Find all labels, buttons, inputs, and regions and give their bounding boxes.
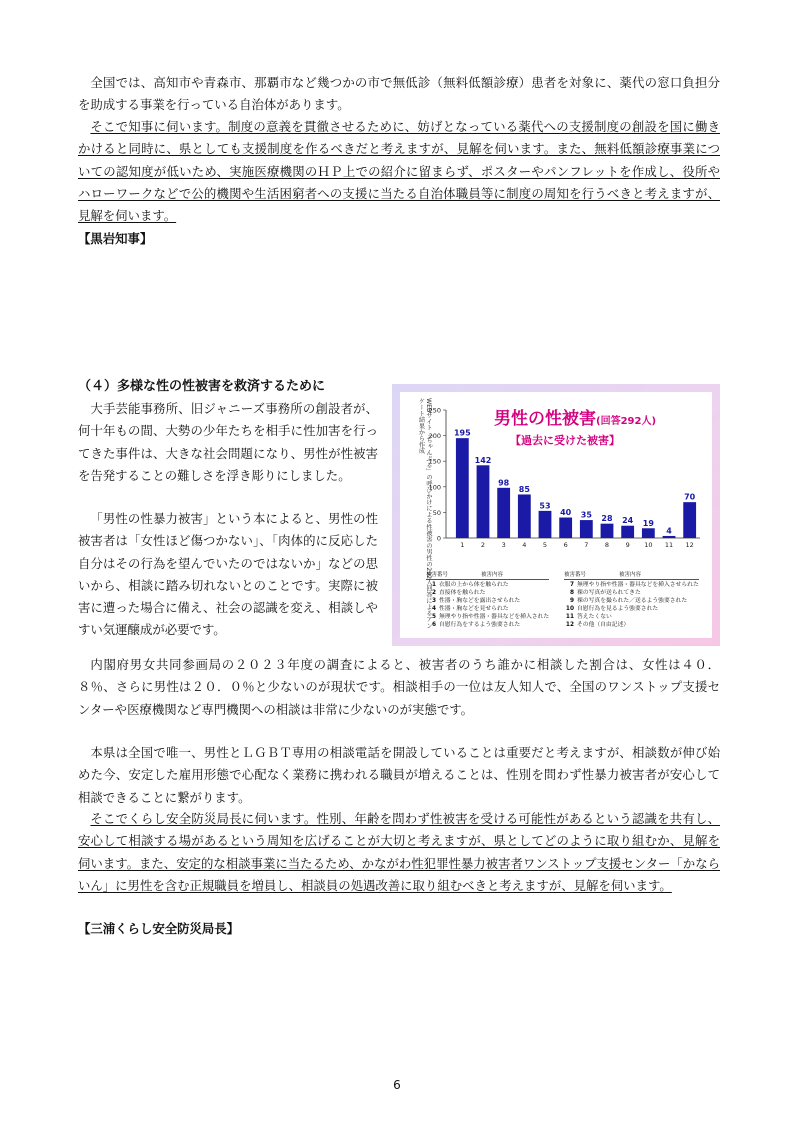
y-tick-label: 50 [432,508,441,517]
legend-item [564,597,699,605]
paragraph-prefecture: 本県は全国で唯一、男性とＬＧＢＴ専用の相談電話を開設していることは重要だと考えますが、相談数が伸び始めた今、安定した雇用形態で心配なく業務に携われる職員が増えることは、性別を問わず性暴力被害者が安心して相談できることに繋がります。 [78,745,720,805]
question-text: そこでくらし安全防災局長に伺います。性別、年齢を問わず性被害を受ける可能性があるという認識を共有し、安心して相談する場があるという周知を広げることが大切と考えますが、県としてどのように取り組むか、見解を伺います。また、安定的な相談事業に当たるため、かながわ性犯罪性暴力被害者ワンストップ支援センター「かならいん」に男性を含む正規職員を増員し、相談員の処遇改善に取り組むべきと考えますが、見解を伺います。 [78,811,720,893]
x-tick-label: 12 [685,541,694,549]
data-label: 85 [518,484,530,494]
legend-item [426,581,549,589]
y-tick-label: 150 [428,457,441,466]
legend-text: 無理やり指や性器・器具などを挿入された [439,614,550,620]
bar [621,526,634,538]
bar [642,528,655,538]
data-label: 142 [474,455,492,465]
chart-panel [400,392,712,638]
legend-item [564,581,699,589]
question-text: そこで知事に伺います。制度の意義を貫徹させるために、妨げとなっている薬代への支援制度の創設を国に働きかけると同時に、県としても支援制度を作るべきだと考えますが、見解を伺います。また、無料低額診療事業についての認知度が低いため、実施医療機関のＨＰ上での紹介に留まらず、ポスターやパンフレットを作成し、役所やハローワークなどで公的機関や生活困窮者への支援に当たる自治体職員等に制度の周知を行うべきと考えますが、見解を伺います。 [78,119,720,224]
data-label: 98 [498,478,510,488]
legend-item [426,605,549,613]
legend-number: 4 [431,606,436,612]
y-tick-label: 100 [428,483,441,492]
legend-item [426,597,549,605]
legend-item [426,589,549,597]
bar [580,520,593,538]
legend-item [426,613,549,621]
legend-item [564,589,699,597]
legend-number: 6 [431,622,436,628]
legend-item [426,621,549,629]
data-label: 35 [580,510,592,520]
legend-number: 3 [431,598,436,604]
legend-text: 裸の写真を撮られた／送るよう強要された [577,598,688,604]
chart-figure [392,384,720,646]
x-tick-label: 3 [501,541,506,549]
bar [518,494,531,538]
x-tick-label: 7 [584,541,589,549]
x-tick-label: 9 [625,541,630,549]
legend-number: 2 [431,590,436,596]
x-tick-label: 10 [644,541,653,549]
data-label: 195 [453,428,471,438]
y-tick-label: 250 [428,406,441,415]
chart-title: 男性の性被害(回答292人) [494,409,657,429]
x-tick-label: 8 [604,541,610,549]
x-tick-label: 6 [563,541,568,549]
legend-text: 性器・胸などを見せられた [439,606,509,612]
chart-subtitle: 【過去に受けた被害】 [510,434,620,447]
question-to-governor [78,116,720,227]
legend-item [564,605,699,613]
x-tick-label: 4 [522,541,527,549]
bar [663,536,676,538]
legend-number: 8 [569,590,574,596]
legend-number: 10 [565,606,574,612]
bar [497,488,510,538]
y-tick-label: 0 [436,534,441,543]
legend-number: 11 [565,614,574,620]
chart-source-note: WEBサイト「ちゃんぷる」の呼びかけによる性被害の男性の292人回答によるアンケート結果から作成 [417,398,432,629]
legend-text: 自慰行為を見るよう強要された [577,606,659,612]
page-number: 6 [393,1078,401,1092]
bar [683,502,696,538]
x-tick-label: 1 [460,541,465,549]
legend-text: その他（自由記述） [577,622,630,628]
section-heading: （４）多様な性の性被害を救済するために [78,379,326,394]
data-label: 28 [601,514,613,524]
bar [539,511,552,538]
legend-text: 無理やり指や性器・器具などを挿入させられた [577,582,699,588]
legend-number: 12 [565,622,574,628]
data-label: 24 [622,516,634,526]
legend-header: 被害番号 被害内容 [426,571,549,580]
data-label: 53 [539,501,551,511]
x-tick-label: 5 [542,541,548,549]
paragraph-background: 大手芸能事務所、旧ジャニーズ事務所の創設者が、何十年もの間、大勢の少年たちを相手に性加害を行ってきた事件は、大きな社会問題になり、男性が性被害を告発することの難しさを浮き彫りにしました。 [78,401,378,483]
legend-number: 7 [569,582,574,588]
y-tick-label: 200 [428,432,441,441]
legend-item [564,613,699,621]
legend-item [564,621,699,629]
paragraph-intro: 全国では、高知市や青森市、那覇市など幾つかの市で無低診（無料低額診療）患者を対象に、薬代の窓口負担分を助成する事業を行っている自治体があります。 [78,75,720,113]
x-tick-label: 11 [664,541,674,549]
bar [456,438,469,538]
legend-number: 5 [431,614,436,620]
data-label: 40 [560,508,572,518]
legend-text: 直接体を触られた [439,590,486,596]
legend-text: 自慰行為をするよう強要された [439,622,521,628]
legend-text: 衣服の上から体を触られた [439,582,509,588]
chart-legend-right [564,571,699,629]
legend-text: 裸の写真が送られてきた [577,590,641,596]
data-label: 70 [684,492,696,502]
legend-text: 性器・胸などを露出させられた [439,598,521,604]
chart-legend-left [426,571,549,629]
bar [601,524,614,538]
paragraph-book: 「男性の性暴力被害」という本によると、男性の性被害者は「女性ほど傷つかない」、「肉体的に反応した自分はその行為を望んでいたのではないか」などの思いから、相談に踏み切れないとのことです。実際に被害に遭った場合に備え、社会の認識を変え、相談しやすい気運醸成が必要です。 [78,511,378,638]
legend-number: 9 [569,598,574,604]
legend-header: 被害番号 被害内容 [564,571,699,580]
question-to-director [78,808,720,897]
answer-label-governor: 【黒岩知事】 [78,231,153,246]
data-label: 19 [642,518,654,528]
x-tick-label: 2 [480,541,486,549]
bar [559,518,572,538]
legend-number: 1 [431,582,436,588]
paragraph-survey: 内閣府男女共同参画局の２０２３年度の調査によると、被害者のうち誰かに相談した割合は、女性は４０．８％、さらに男性は２０．０％と少ないのが現状です。相談相手の一位は友人知人で、全国のワンストップ支援センターや医療機関など専門機関への相談は非常に少ないのが実態です。 [78,657,720,717]
data-label: 4 [666,526,672,536]
legend-text: 答えたくない [577,614,612,620]
answer-label-director: 【三浦くらし安全防災局長】 [78,921,240,936]
bar [477,465,490,538]
